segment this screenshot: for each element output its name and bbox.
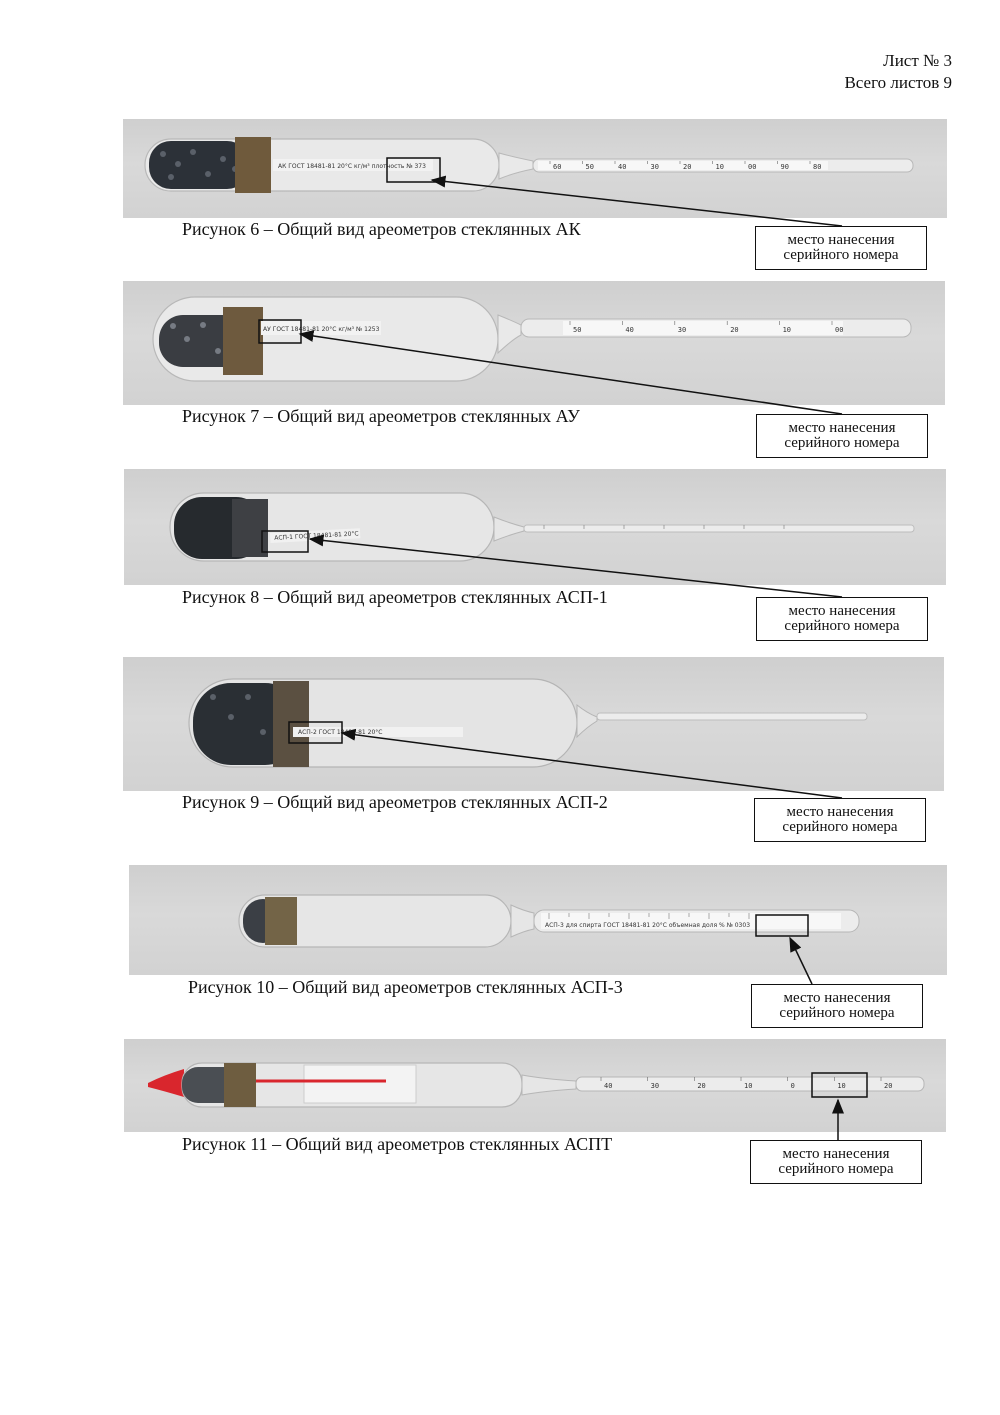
scale-number: 20 bbox=[697, 1082, 706, 1090]
scale-number: 20 bbox=[884, 1082, 893, 1090]
callout-line-1: место нанесения bbox=[783, 990, 891, 1006]
figure-6-caption: Рисунок 6 – Общий вид ареометров стеклянных АК bbox=[182, 219, 581, 239]
figure-10-caption: Рисунок 10 – Общий вид ареометров стеклянных АСП-3 bbox=[188, 977, 623, 997]
callout-line-1: место нанесения bbox=[782, 1146, 890, 1162]
figure-9-callout bbox=[754, 798, 926, 842]
callout-line-1: место нанесения bbox=[786, 804, 894, 820]
figure-7-caption: Рисунок 7 – Общий вид ареометров стеклянных АУ bbox=[182, 406, 580, 426]
callout-line-2: серийного номера bbox=[779, 1005, 895, 1021]
callout-line-1: место нанесения bbox=[787, 232, 895, 248]
scale-number: 20 bbox=[683, 163, 692, 171]
scale-number: 00 bbox=[748, 163, 757, 171]
figure-6-callout bbox=[755, 226, 927, 270]
scale-number: 30 bbox=[677, 326, 687, 334]
scale-number: 10 bbox=[715, 163, 724, 171]
hydrometer-asp1-image bbox=[124, 469, 946, 585]
figure-8-caption: Рисунок 8 – Общий вид ареометров стеклянных АСП-1 bbox=[182, 587, 608, 607]
au-label-text: АУ ГОСТ 18481-81 20°С кг/м³ № 1253 bbox=[263, 326, 380, 333]
scale-number: 40 bbox=[625, 326, 634, 334]
photo-asp3 bbox=[129, 865, 947, 975]
page-header bbox=[844, 50, 952, 94]
scale-number: 20 bbox=[730, 326, 739, 334]
photo-ak bbox=[123, 119, 947, 218]
scale-number: 30 bbox=[650, 163, 659, 171]
figure-9-caption: Рисунок 9 – Общий вид ареометров стеклянных АСП-2 bbox=[182, 792, 608, 812]
sheet-number: Лист № 3 bbox=[883, 51, 952, 70]
scale-number: 10 bbox=[782, 326, 792, 334]
asp1-label-text: АСП-1 ГОСТ 18481-81 20°С bbox=[274, 530, 359, 542]
callout-line-2: серийного номера bbox=[784, 435, 900, 451]
callout-line-1: место нанесения bbox=[788, 603, 896, 619]
callout-line-2: серийного номера bbox=[782, 819, 898, 835]
callout-line-2: серийного номера bbox=[784, 618, 900, 634]
ak-label-text: АК ГОСТ 18481-81 20°С кг/м³ плотность № 373 bbox=[278, 163, 426, 170]
scale-number: 00 bbox=[835, 326, 844, 334]
photo-au bbox=[123, 281, 945, 405]
photo-asp1 bbox=[124, 469, 946, 585]
scale-number: 50 bbox=[585, 163, 594, 171]
figure-11-callout bbox=[750, 1140, 922, 1184]
hydrometer-aspt-image bbox=[124, 1039, 946, 1132]
scale-number: 10 bbox=[837, 1082, 846, 1090]
hydrometer-asp3-image bbox=[129, 865, 947, 975]
callout-line-1: место нанесения bbox=[788, 420, 896, 436]
scale-number: 50 bbox=[573, 326, 582, 334]
scale-number: 40 bbox=[618, 163, 627, 171]
photo-asp2 bbox=[123, 657, 944, 791]
callout-line-2: серийного номера bbox=[778, 1161, 894, 1177]
scale-number: 60 bbox=[553, 163, 562, 171]
figure-8-callout bbox=[756, 597, 928, 641]
hydrometer-ak-image bbox=[123, 119, 947, 218]
hydrometer-au-image bbox=[123, 281, 945, 405]
asp3-label-text: АСП-3 для спирта ГОСТ 18481-81 20°С объемная доля % № 0303 bbox=[545, 922, 751, 929]
scale-number: 90 bbox=[780, 163, 789, 171]
figure-7-callout bbox=[756, 414, 928, 458]
sheet-total: Всего листов 9 bbox=[844, 73, 952, 92]
figure-10-callout bbox=[751, 984, 923, 1028]
callout-line-2: серийного номера bbox=[783, 247, 899, 263]
scale-number: 30 bbox=[650, 1082, 660, 1090]
scale-number: 40 bbox=[604, 1082, 613, 1090]
figure-11-caption: Рисунок 11 – Общий вид ареометров стеклянных АСПТ bbox=[182, 1134, 613, 1154]
scale-number: 0 bbox=[790, 1082, 795, 1090]
scale-number: 10 bbox=[744, 1082, 753, 1090]
asp2-label-text: АСП-2 ГОСТ 18481-81 20°С bbox=[298, 729, 383, 736]
photo-aspt bbox=[124, 1039, 946, 1132]
scale-number: 80 bbox=[813, 163, 822, 171]
hydrometer-asp2-image bbox=[123, 657, 944, 791]
